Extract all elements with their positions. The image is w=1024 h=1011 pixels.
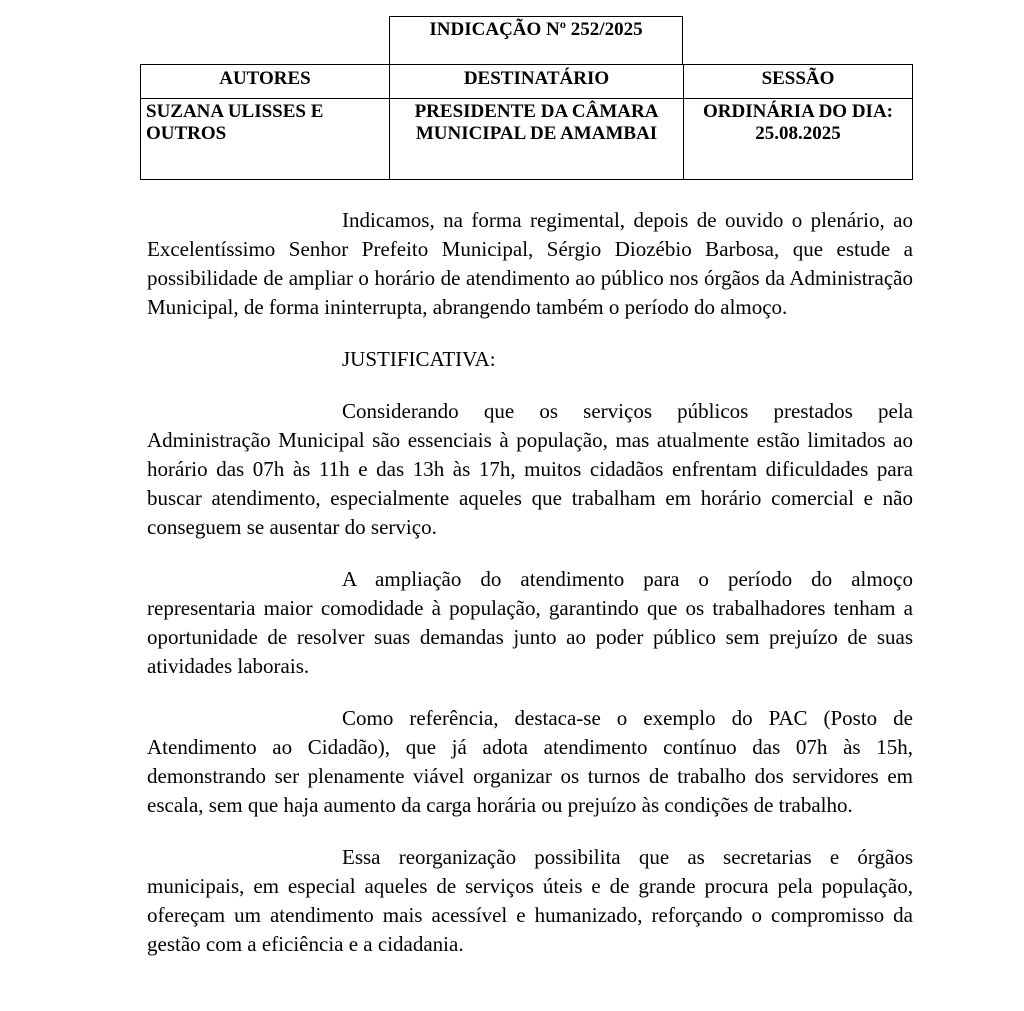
recipient-header: DESTINATÁRIO xyxy=(390,65,684,99)
authors-header: AUTORES xyxy=(141,65,390,99)
justification-paragraph-3: Como referência, destaca-se o exemplo do PAC (Posto de Atendimento ao Cidadão), que já adota atendimento contínuo das 07h às 15h, demonstrando ser plenamente viável organizar os turnos de trabalho dos servidores em escala, sem que haja aumento da carga horária ou prejuízo às condições de trabalho. xyxy=(147,706,913,817)
indication-title: INDICAÇÃO Nº 252/2025 xyxy=(389,16,683,64)
justification-paragraph-1: Considerando que os serviços públicos prestados pela Administração Municipal são essenciais à população, mas atualmente estão limitados ao horário das 07h às 11h e das 13h às 17h, muitos cidadãos enfrentam dificuldades para buscar atendimento, especialmente aqueles que trabalham em horário comercial e não conseguem se ausentar do serviço. xyxy=(147,399,913,539)
justification-heading: JUSTIFICATIVA: xyxy=(342,347,496,371)
justification-paragraph-2: A ampliação do atendimento para o período do almoço representaria maior comodidade à população, garantindo que os trabalhadores tenham a oportunidade de resolver suas demandas junto ao poder público sem prejuízo de suas atividades laborais. xyxy=(147,567,913,678)
intro-paragraph: Indicamos, na forma regimental, depois de ouvido o plenário, ao Excelentíssimo Senhor Prefeito Municipal, Sérgio Diozébio Barbosa, que estude a possibilidade de ampliar o horário de atendimento ao público nos órgãos da Administração Municipal, de forma ininterrupta, abrangendo também o período do almoço. xyxy=(147,208,913,319)
document-body xyxy=(147,206,913,959)
header-grid xyxy=(140,64,913,180)
recipient-value: PRESIDENTE DA CÂMARA MUNICIPAL DE AMAMBAI xyxy=(390,99,684,179)
justification-paragraph-4: Essa reorganização possibilita que as secretarias e órgãos municipais, em especial aqueles de serviços úteis e de grande procura pela população, ofereçam um atendimento mais acessível e humanizado, reforçando o compromisso da gestão com a eficiência e a cidadania. xyxy=(147,845,913,956)
session-header: SESSÃO xyxy=(684,65,912,99)
session-value: ORDINÁRIA DO DIA: 25.08.2025 xyxy=(702,101,893,144)
authors-value: SUZANA ULISSES E OUTROS xyxy=(141,99,390,179)
